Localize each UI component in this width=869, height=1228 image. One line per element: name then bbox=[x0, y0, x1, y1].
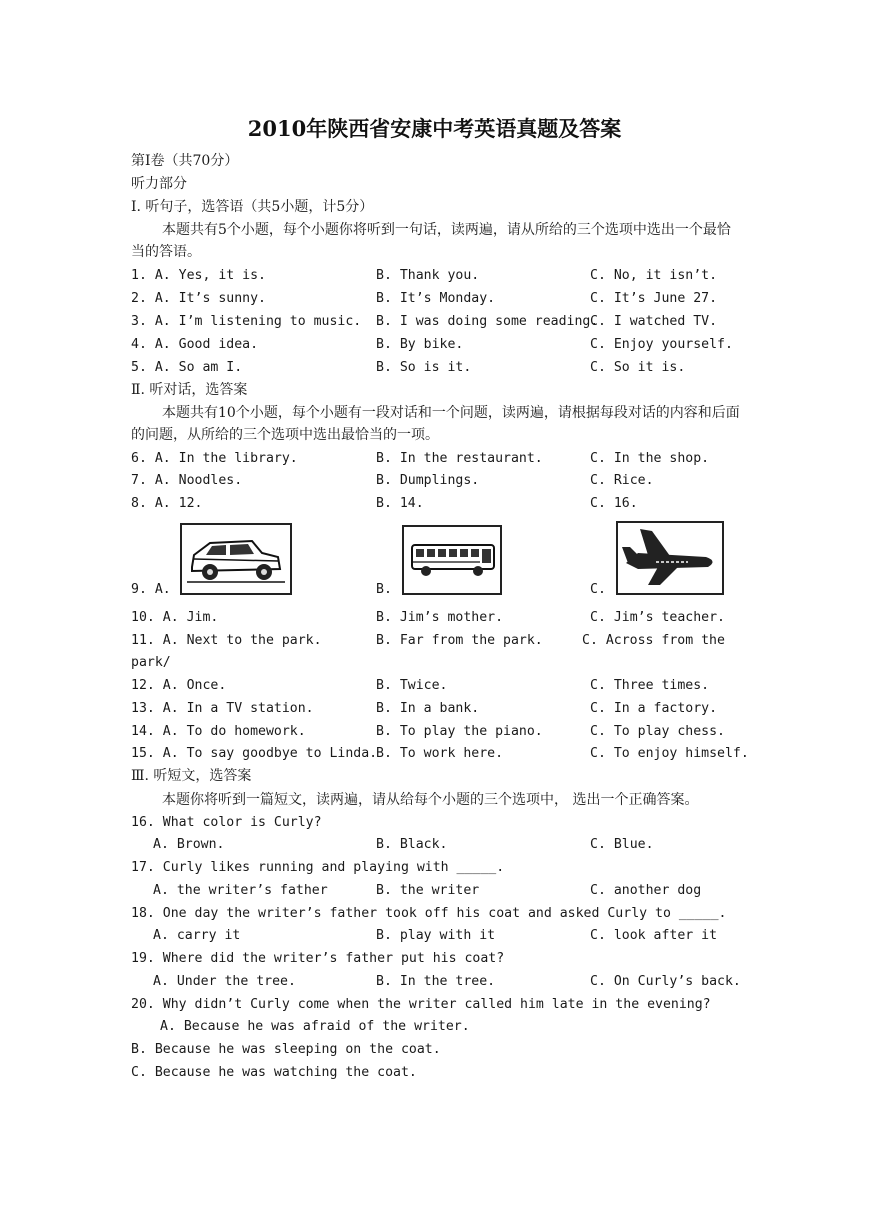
question-row bbox=[131, 609, 751, 627]
question-row bbox=[131, 359, 751, 377]
option-a: 6. A. In the library. bbox=[131, 451, 298, 466]
question-row bbox=[131, 677, 751, 695]
option-c: C. look after it bbox=[590, 928, 718, 943]
option-a: 14. A. To do homework. bbox=[131, 724, 306, 739]
question-stem: 19. Where did the writer’s father put his coat? bbox=[131, 951, 505, 966]
question-row bbox=[131, 472, 751, 490]
option-a: A. the writer’s father bbox=[153, 883, 328, 898]
option-b: B. Dumplings. bbox=[376, 473, 480, 488]
question-stem: 18. One day the writer’s father took off his coat and asked Curly to _____. bbox=[131, 906, 727, 921]
option-c: C. On Curly’s back. bbox=[590, 974, 741, 989]
option-b: B. Far from the park. bbox=[376, 633, 543, 648]
option-b: B. In the tree. bbox=[376, 974, 496, 989]
option-a: 13. A. In a TV station. bbox=[131, 701, 314, 716]
question-row bbox=[131, 700, 751, 718]
option-a: 2. A. It’s sunny. bbox=[131, 291, 266, 306]
instruction-text: 本题你将听到一篇短文，读两遍，请从给每个小题的三个选项中， 选出一个正确答案。 bbox=[162, 792, 699, 808]
option-a: 8. A. 12. bbox=[131, 496, 203, 511]
option-c: C. Rice. bbox=[590, 473, 654, 488]
option-a: 9. A. bbox=[131, 582, 171, 597]
option-b: B. To work here. bbox=[376, 746, 504, 761]
option-a: A. Brown. bbox=[153, 837, 225, 852]
question-row bbox=[131, 450, 751, 468]
question-row bbox=[153, 882, 773, 900]
option-b: B. It’s Monday. bbox=[376, 291, 496, 306]
option-c: C. It’s June 27. bbox=[590, 291, 718, 306]
option-b: B. Thank you. bbox=[376, 268, 480, 283]
option-c: C. Jim’s teacher. bbox=[590, 610, 725, 625]
option-a: 11. A. Next to the park. bbox=[131, 633, 322, 648]
option-c: C. In the shop. bbox=[590, 451, 710, 466]
question-row bbox=[131, 336, 751, 354]
question-stem: 16. What color is Curly? bbox=[131, 815, 322, 830]
option-a: 3. A. I’m listening to music. bbox=[131, 314, 362, 329]
question-row bbox=[131, 632, 751, 650]
page-title: 2010年陕西省安康中考英语真题及答案 bbox=[247, 116, 622, 141]
section1-heading: Ⅰ. 听句子，选答语（共5小题，计5分） bbox=[131, 199, 374, 215]
option-c: C. To play chess. bbox=[590, 724, 725, 739]
option-a: 4. A. Good idea. bbox=[131, 337, 259, 352]
option-a: 12. A. Once. bbox=[131, 678, 227, 693]
section3-instruction bbox=[131, 789, 741, 811]
option-c: C. bbox=[590, 582, 606, 597]
option-c: C. So it is. bbox=[590, 360, 686, 375]
question-stem: 17. Curly likes running and playing with _____. bbox=[131, 860, 505, 875]
option-c: C. Three times. bbox=[590, 678, 710, 693]
option-b: B. Because he was sleeping on the coat. bbox=[131, 1042, 441, 1057]
option-c: C. another dog bbox=[590, 883, 702, 898]
option-c: C. In a factory. bbox=[590, 701, 718, 716]
question-row bbox=[153, 836, 773, 854]
instruction-text: 本题共有5个小题，每个小题你将听到一句话，读两遍，请从所给的三个选项中选出一个最恰当的答语。 bbox=[131, 222, 731, 260]
option-b: B. By bike. bbox=[376, 337, 464, 352]
option-c: C. 16. bbox=[590, 496, 638, 511]
option-c: C. No, it isn’t. bbox=[590, 268, 718, 283]
wrapped-text: park/ bbox=[131, 655, 171, 670]
option-c: C. Blue. bbox=[590, 837, 654, 852]
option-c: C. I watched TV. bbox=[590, 314, 718, 329]
instruction-text: 本题共有10个小题，每个小题有一段对话和一个问题，读两遍，请根据每段对话的内容和后面的问题，从所给的三个选项中选出最恰当的一项。 bbox=[131, 405, 740, 443]
option-b: B. the writer bbox=[376, 883, 480, 898]
option-c: C. Enjoy yourself. bbox=[590, 337, 733, 352]
option-a: 10. A. Jim. bbox=[131, 610, 219, 625]
question-row bbox=[131, 723, 751, 741]
option-b: B. To play the piano. bbox=[376, 724, 543, 739]
part-header: 第Ⅰ卷（共70分） bbox=[131, 153, 239, 169]
question-row bbox=[153, 973, 773, 991]
option-b: B. Jim’s mother. bbox=[376, 610, 504, 625]
option-b: B. Twice. bbox=[376, 678, 448, 693]
option-c: C. To enjoy himself. bbox=[590, 746, 749, 761]
option-a: 5. A. So am I. bbox=[131, 360, 243, 375]
option-a: 1. A. Yes, it is. bbox=[131, 268, 266, 283]
question-row bbox=[131, 290, 751, 308]
question-row bbox=[131, 313, 751, 331]
section2-heading: Ⅱ. 听对话，选答案 bbox=[131, 382, 248, 398]
option-a: 15. A. To say goodbye to Linda. bbox=[131, 746, 378, 761]
option-c: C. Because he was watching the coat. bbox=[131, 1065, 417, 1080]
listening-header: 听力部分 bbox=[131, 176, 187, 192]
question-stem: 20. Why didn’t Curly come when the writer called him late in the evening? bbox=[131, 997, 711, 1012]
question-row-9 bbox=[131, 581, 751, 599]
question-row bbox=[131, 495, 751, 513]
option-b: B. I was doing some reading. bbox=[376, 314, 599, 329]
option-b: B. In the restaurant. bbox=[376, 451, 543, 466]
section2-instruction bbox=[131, 402, 741, 446]
section3-heading: Ⅲ. 听短文，选答案 bbox=[131, 768, 252, 784]
option-a: A. Under the tree. bbox=[153, 974, 296, 989]
question-row bbox=[131, 745, 751, 763]
option-a: 7. A. Noodles. bbox=[131, 473, 243, 488]
section1-instruction bbox=[131, 219, 741, 263]
option-b: B. So is it. bbox=[376, 360, 472, 375]
option-b: B. In a bank. bbox=[376, 701, 480, 716]
question-row bbox=[153, 927, 773, 945]
option-a: A. Because he was afraid of the writer. bbox=[160, 1019, 470, 1034]
option-b: B. 14. bbox=[376, 496, 424, 511]
question-row bbox=[131, 267, 751, 285]
option-b: B. Black. bbox=[376, 837, 448, 852]
option-b: B. play with it bbox=[376, 928, 496, 943]
option-a: A. carry it bbox=[153, 928, 241, 943]
option-c: C. Across from the bbox=[582, 633, 725, 648]
option-b: B. bbox=[376, 582, 392, 597]
